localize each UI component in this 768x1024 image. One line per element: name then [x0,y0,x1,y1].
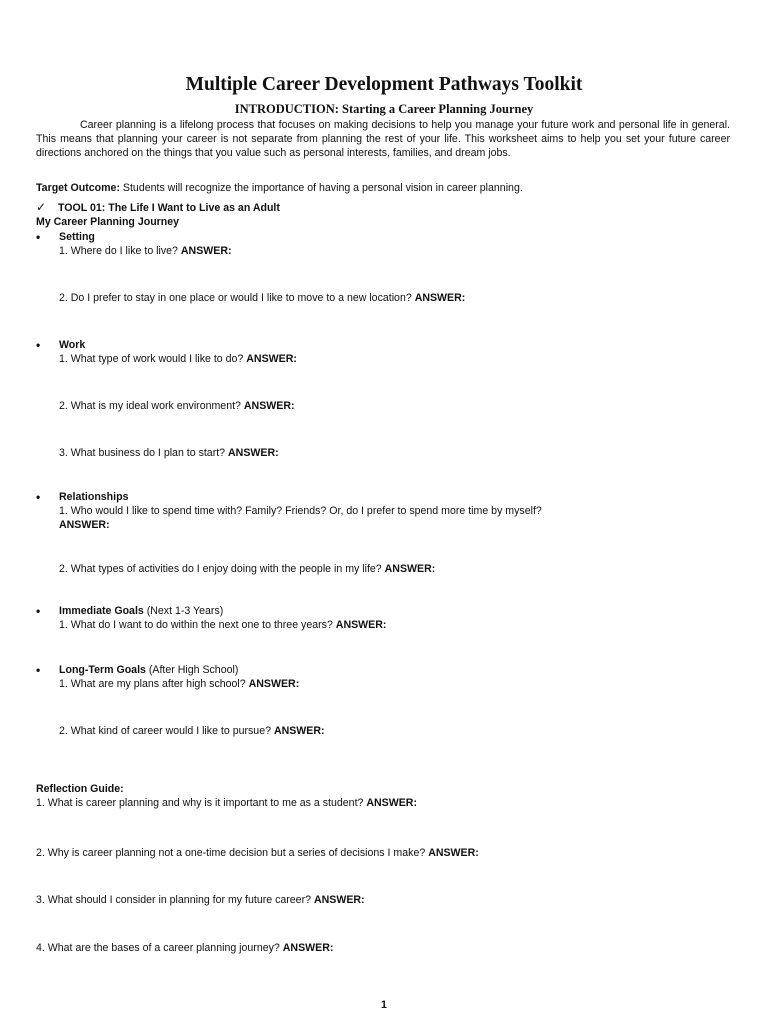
target-outcome [36,181,523,195]
reflection-question-1: 1. What is career planning and why is it important to me as a student? ANSWER: [36,797,417,809]
answer-label: ANSWER: [414,292,466,304]
question-relationships-2: 2. What types of activities do I enjoy doing with the people in my life? ANSWER: [59,563,436,575]
page-title: Multiple Career Development Pathways Toolkit [185,74,583,95]
question-immediate-1: 1. What do I want to do within the next one to three years? ANSWER: [59,619,387,631]
answer-label: ANSWER: [273,725,325,737]
question-setting-1: 1. Where do I like to live? ANSWER: [59,245,232,257]
answer-label: ANSWER: [59,519,110,531]
answer-label: ANSWER: [313,894,365,906]
tool-heading [36,200,280,215]
question-longterm-2: 2. What kind of career would I like to pursue? ANSWER: [59,725,325,737]
answer-label: ANSWER: [335,619,387,631]
answer-label: ANSWER: [282,942,334,954]
question-longterm-1: 1. What are my plans after high school? ANSWER: [59,678,300,690]
answer-label: ANSWER: [384,563,436,575]
section-title-relationships: Relationships [59,491,129,503]
page-number: 1 [381,999,387,1011]
section-title-immediate: Immediate Goals (Next 1-3 Years) [59,605,224,617]
bullet-icon: • [36,604,41,618]
answer-label: ANSWER: [228,447,279,459]
question-work-3: 3. What business do I plan to start? ANSWER: [59,447,279,459]
answer-label: ANSWER: [248,678,300,690]
question-relationships-1: 1. Who would I like to spend time with? Family? Friends? Or, do I prefer to spend more time by myself? [59,505,542,517]
checkmark-icon: ✓ [36,200,47,214]
bullet-icon: • [36,338,41,352]
answer-label: ANSWER: [180,245,232,257]
answer-label: ANSWER: [246,353,297,365]
question-setting-2: 2. Do I prefer to stay in one place or would I like to move to a new location? ANSWER: [59,292,466,304]
reflection-title: Reflection Guide: [36,783,124,795]
answer-label: ANSWER: [428,847,479,859]
question-work-2: 2. What is my ideal work environment? ANSWER: [59,400,295,412]
question-work-1: 1. What type of work would I like to do? ANSWER: [59,353,297,365]
section-title-setting: Setting [59,231,95,243]
target-outcome-text: Students will recognize the importance of having a personal vision in career planning. [119,182,523,194]
section-title-work: Work [59,339,86,351]
answer-label: ANSWER: [243,400,295,412]
answer-label: ANSWER: [366,797,417,809]
reflection-question-3: 3. What should I consider in planning for my future career? ANSWER: [36,894,365,906]
tool-label: TOOL 01: The Life I Want to Live as an Adult [58,202,280,214]
reflection-question-2: 2. Why is career planning not a one-time decision but a series of decisions I make? ANSWER: [36,847,479,859]
bullet-icon: • [36,663,41,677]
section-title-longterm: Long-Term Goals (After High School) [59,664,239,676]
intro-paragraph: Career planning is a lifelong process that focuses on making decisions to help you manage your future work and personal life in general. This means that planning your career is not separate from planning the rest of your life. This worksheet aims to help you set your future career directions anchored on the things that you value such as personal interests, families, and dream jobs. [36,119,730,159]
journey-heading: My Career Planning Journey [36,216,180,228]
bullet-icon: • [36,490,41,504]
reflection-question-4: 4. What are the bases of a career planning journey? ANSWER: [36,942,334,954]
page-subtitle: INTRODUCTION: Starting a Career Planning Journey [234,102,534,116]
bullet-icon: • [36,230,41,244]
target-outcome-label: Target Outcome: [36,182,120,194]
